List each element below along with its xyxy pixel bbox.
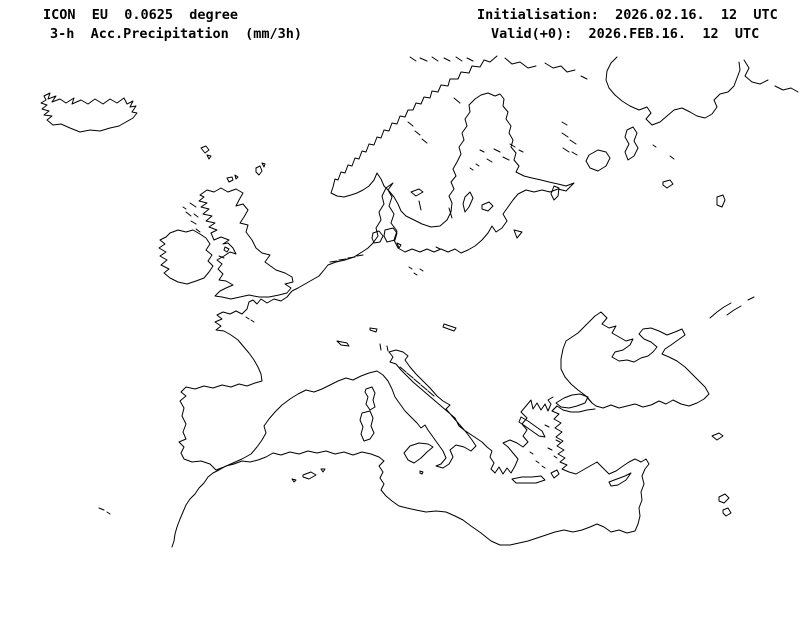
init-time-label: Initialisation: 2026.02.16. 12 UTC — [477, 7, 778, 23]
lake-constance — [370, 328, 377, 332]
lake-geneva — [337, 341, 349, 346]
coastline-dalmatian-islands — [400, 367, 434, 396]
coastline-hebrides — [183, 203, 200, 232]
coastline-faroe-islands — [201, 146, 211, 159]
coastline-madeira — [99, 508, 110, 514]
sea-of-marmara — [556, 394, 588, 408]
coastline-ireland — [159, 230, 213, 284]
coastline-iceland — [41, 93, 137, 132]
coastline-balearics — [292, 469, 325, 482]
coastline-orkney — [227, 175, 238, 182]
coastline-kola — [545, 63, 587, 79]
coastline-sicily — [404, 443, 433, 463]
coastline-shetland — [256, 163, 265, 175]
lakes-northeast-russia — [663, 180, 725, 207]
coastline-white-sea — [606, 57, 740, 125]
coastline-rhodes — [551, 470, 559, 478]
lake-peipus — [551, 186, 559, 200]
coastline-corsica — [365, 387, 375, 410]
variable-title: 3-h Acc.Precipitation (mm/3h) — [50, 26, 302, 42]
coastline-gotland — [463, 192, 473, 212]
coastline-zealand — [384, 228, 397, 242]
lakes-germany — [409, 267, 423, 275]
coastline-crete — [512, 476, 545, 483]
coastline-kanin — [744, 60, 798, 92]
coastline-continental-europe — [179, 56, 574, 474]
lake-balaton — [443, 324, 456, 331]
coastline-aegean-islands — [530, 425, 560, 468]
valid-time-label: Valid(+0): 2026.FEB.16. 12 UTC — [491, 26, 760, 42]
coastline-great-britain — [199, 188, 293, 299]
coastline-caspian-fragments — [710, 297, 754, 318]
lake-onega — [625, 127, 638, 160]
coastline-frisian-islands — [330, 255, 363, 262]
coastline-finnmark-dashes — [410, 57, 473, 61]
coastline-malta — [420, 471, 423, 474]
lakes-finland — [480, 144, 523, 162]
lake-van — [719, 494, 729, 503]
coastline-euboea — [519, 417, 545, 437]
coastline-curonian-lagoon — [514, 230, 522, 238]
coastline-saaremaa — [482, 202, 493, 211]
lake-ladoga — [586, 150, 610, 171]
model-title: ICON EU 0.0625 degree — [43, 7, 239, 23]
lake-tuz — [712, 433, 723, 440]
coastline-channel-islands — [246, 317, 254, 322]
lakes-sweden — [408, 98, 460, 210]
coastline-bornholm — [436, 247, 440, 249]
coastline-cyprus — [609, 473, 631, 486]
lakes-alpine — [380, 344, 388, 351]
lakes-karelia — [562, 122, 674, 159]
coastline-aland-islands — [470, 164, 479, 170]
coastline-black-sea — [561, 312, 709, 408]
coastline-sardinia — [360, 411, 374, 441]
lake-urmia — [723, 508, 731, 516]
coastline-isle-of-man — [224, 247, 229, 252]
coastline-anatolia-africa — [172, 406, 649, 547]
coastline-finnmark — [505, 58, 536, 68]
